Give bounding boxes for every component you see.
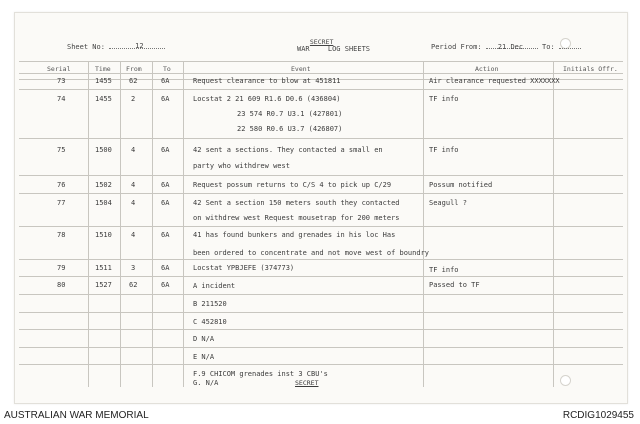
col-header-initials: Initials Offr. — [563, 65, 618, 73]
row-to: 6A — [161, 95, 170, 103]
row-to: 6A — [161, 264, 170, 272]
row-rule — [19, 347, 623, 348]
row-rule — [19, 193, 623, 194]
header-rule — [19, 73, 623, 74]
row-rule — [19, 175, 623, 176]
archive-id: RCDIG1029455 — [562, 410, 634, 421]
column-divider — [553, 61, 554, 387]
row-time: 1511 — [95, 264, 112, 272]
row-serial: 78 — [57, 231, 66, 239]
row-serial: 77 — [57, 199, 66, 207]
title-suffix: LOG SHEETS — [327, 45, 371, 53]
to-label: To: — [542, 43, 555, 51]
row-time: 1455 — [95, 77, 112, 85]
row-from: 4 — [131, 231, 136, 239]
secret-stamp: SECRET — [295, 379, 319, 387]
sheet-label: Sheet No: — [67, 43, 105, 51]
row-to: 6A — [161, 231, 170, 239]
row-to: 6A — [161, 281, 170, 289]
row-event-line: Request possum returns to C/S 4 to pick up C/29 — [193, 181, 392, 189]
row-rule — [19, 329, 623, 330]
row-from: 2 — [131, 95, 136, 103]
row-serial: 79 — [57, 264, 66, 272]
row-rule — [19, 364, 623, 365]
sheet-number — [67, 43, 165, 51]
table-top-rule — [19, 61, 623, 62]
row-event-line: 22 580 R0.6 U3.7 (426807) — [237, 125, 343, 133]
row-from: 4 — [131, 199, 136, 207]
row-rule — [19, 226, 623, 227]
col-header-serial: Serial — [47, 65, 71, 73]
column-divider — [423, 61, 424, 387]
col-header-to: To — [163, 65, 171, 73]
row-event-line: E N/A — [193, 353, 215, 361]
row-rule — [19, 276, 623, 277]
row-from: 3 — [131, 264, 136, 272]
row-from: 62 — [129, 281, 138, 289]
row-action: Passed to TF — [429, 281, 480, 289]
row-event-line: Locstat YPBJEFE (374773) — [193, 264, 295, 272]
row-serial: 80 — [57, 281, 66, 289]
row-rule — [19, 312, 623, 313]
row-event-line: D N/A — [193, 335, 215, 343]
col-header-from: From — [126, 65, 142, 73]
col-header-action: Action — [475, 65, 499, 73]
row-event-line: 42 sent a sections. They contacted a small en — [193, 146, 383, 154]
row-action: TF info — [429, 266, 459, 274]
row-serial: 74 — [57, 95, 66, 103]
row-time: 1527 — [95, 281, 112, 289]
row-serial: 76 — [57, 181, 66, 189]
row-rule — [19, 259, 623, 260]
column-divider — [183, 61, 184, 387]
row-rule — [19, 294, 623, 295]
row-time: 1455 — [95, 95, 112, 103]
title-secret: SECRET — [309, 38, 334, 46]
column-divider — [152, 61, 153, 387]
row-to: 6A — [161, 181, 170, 189]
row-event-line: 23 574 R0.7 U3.1 (427801) — [237, 110, 343, 118]
row-action: Possum notified — [429, 181, 493, 189]
row-serial: 73 — [57, 77, 66, 85]
row-time: 1510 — [95, 231, 112, 239]
punch-hole — [560, 375, 571, 386]
row-event-line: 42 Sent a section 150 meters south they contacted — [193, 199, 400, 207]
title-prefix: WAR — [297, 45, 310, 53]
row-action: Air clearance requested XXXXXXX — [429, 77, 560, 85]
row-event-line: G. N/A — [193, 379, 219, 387]
row-to: 6A — [161, 146, 170, 154]
row-time: 1504 — [95, 199, 112, 207]
sheet-title — [297, 38, 371, 53]
period-label: Period From: — [431, 43, 482, 51]
row-to: 6A — [161, 199, 170, 207]
archive-credit: AUSTRALIAN WAR MEMORIAL — [4, 410, 149, 421]
period-from-value: 21 Dec — [497, 43, 524, 51]
row-event-line: on withdrew west Request mousetrap for 200 meters — [193, 214, 400, 222]
col-header-time: Time — [95, 65, 111, 73]
row-time: 1502 — [95, 181, 112, 189]
column-divider — [88, 61, 89, 387]
row-to: 6A — [161, 77, 170, 85]
period — [431, 43, 581, 51]
row-rule — [19, 89, 623, 90]
row-time: 1500 — [95, 146, 112, 154]
row-event-line: A incident — [193, 282, 236, 290]
row-from: 4 — [131, 146, 136, 154]
col-header-event: Event — [291, 65, 311, 73]
column-divider — [120, 61, 121, 387]
log-sheet — [14, 12, 628, 404]
row-action: TF info — [429, 95, 459, 103]
row-event-line: B 211520 — [193, 300, 227, 308]
row-rule — [19, 138, 623, 139]
row-event-line: C 452810 — [193, 318, 227, 326]
row-event-line: 41 has found bunkers and grenades in his loc Has — [193, 231, 396, 239]
row-event-line: Locstat 2 21 609 R1.6 D0.6 (436804) — [193, 95, 341, 103]
sheet-number-value: 12 — [135, 42, 144, 50]
row-event-line: F.9 CHICOM grenades inst 3 CBU's — [193, 370, 328, 378]
row-serial: 75 — [57, 146, 66, 154]
row-action: TF info — [429, 146, 459, 154]
row-event-line: Request clearance to blow at 451811 — [193, 77, 341, 85]
row-event-line: been ordered to concentrate and not move west of boundry — [193, 249, 430, 257]
row-from: 4 — [131, 181, 136, 189]
row-from: 62 — [129, 77, 138, 85]
row-action: Seagull ? — [429, 199, 467, 207]
row-event-line: party who withdrew west — [193, 162, 290, 170]
